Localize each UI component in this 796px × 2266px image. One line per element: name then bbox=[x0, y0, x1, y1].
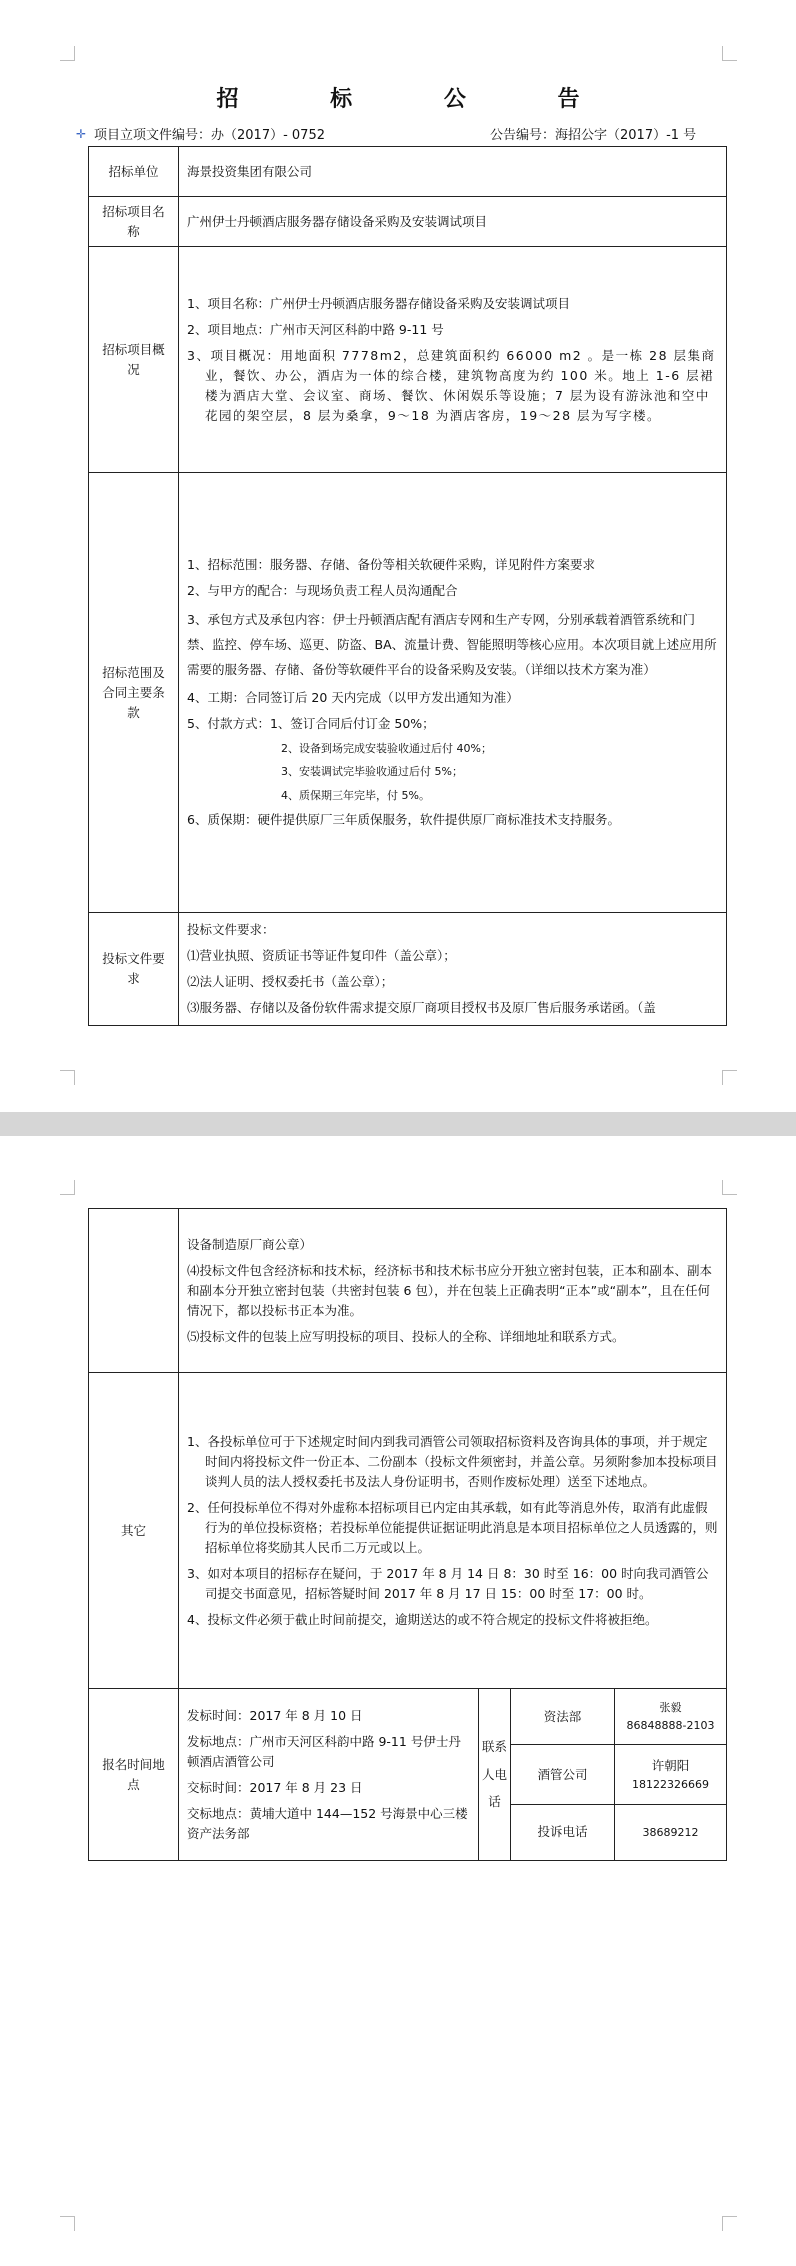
submit-time: 交标时间：2017 年 8 月 23 日 bbox=[187, 1780, 363, 1795]
other-label: 其它 bbox=[89, 1373, 179, 1689]
bid-docs-item: ⑵法人证明、授权委托书（盖公章）； bbox=[187, 974, 394, 989]
page-corner-mark bbox=[722, 46, 737, 61]
bid-docs-item: ⑶服务器、存储以及备份软件需求提交原厂商项目授权书及原厂售后服务承诺函。（盖 bbox=[187, 1000, 656, 1015]
contact-phone: 86848888-2103 bbox=[626, 1718, 715, 1732]
submit-place: 交标地点：黄埔大道中 144—152 号海景中心三楼资产法务部 bbox=[187, 1806, 468, 1841]
warranty-item: 6、质保期：硬件提供原厂三年质保服务，软件提供原厂商标准技术支持服务。 bbox=[187, 812, 620, 828]
other-item: 1、各投标单位可于下述规定时间内到我司酒管公司领取招标资料及咨询具体的事项，并于规定时间内将投标文件一份正本、二份副本（投标文件须密封，并盖公章。另须附参加本投标项目谈判人员的法人授权委托书及法人身份证明书，否则作废标处理）送至下述地点。 bbox=[187, 1433, 718, 1489]
payment-item: 3、安装调试完毕验收通过后付 5%； bbox=[281, 765, 463, 779]
tender-table-part2 bbox=[88, 1208, 727, 1861]
unit-label: 招标单位 bbox=[89, 147, 179, 197]
notice-number: 公告编号：海招公字（2017）-1 号 bbox=[490, 128, 697, 143]
document-title: 招 标 公 告 bbox=[216, 87, 622, 112]
project-name-value: 广州伊士丹顿酒店服务器存储设备采购及安装调试项目 bbox=[179, 197, 727, 247]
bid-docs-continued-label bbox=[89, 1209, 179, 1373]
project-name-label: 招标项目名称 bbox=[89, 197, 179, 247]
other-item: 4、投标文件必须于截止时间前提交，逾期送达的或不符合规定的投标文件将被拒绝。 bbox=[187, 1611, 658, 1627]
bid-docs-item: ⑸投标文件的包装上应写明投标的项目、投标人的全称、详细地址和联系方式。 bbox=[187, 1328, 625, 1344]
scope-cell bbox=[179, 473, 727, 913]
bid-docs-item: ⑷投标文件包含经济标和技术标，经济标书和技术标书应分开独立密封包装，正本和副本、副本和副本分开独立密封包装（共密封包装 6 包），并在包装上正确表明“正本”或“副本”，且在任何情况下，都以投标书正本为准。 bbox=[187, 1262, 713, 1318]
page-corner-mark bbox=[60, 2216, 75, 2231]
page-corner-mark bbox=[60, 1070, 75, 1085]
release-time: 发标时间：2017 年 8 月 10 日 bbox=[187, 1708, 363, 1723]
scope-item: 3、承包方式及承包内容：伊士丹顿酒店配有酒店专网和生产专网，分别承载着酒管系统和门禁、监控、停车场、巡更、防盗、BA、流量计费、智能照明等核心应用。本次项目就上述应用所需要的服务器、存储、备份等软硬件平台的设备采购及安装。（详细以技术方案为准） bbox=[187, 611, 717, 677]
page-corner-mark bbox=[60, 46, 75, 61]
registration-details bbox=[179, 1689, 479, 1861]
document-page-1 bbox=[0, 0, 796, 1112]
other-item: 2、任何投标单位不得对外虚称本招标项目已内定由其承载，如有此等消息外传，取消有此虚假行为的单位投标资格；若投标单位能提供证据证明此消息是本项目招标单位之人员透露的，则招标单位将奖励其人民币二万元或以上。 bbox=[187, 1499, 718, 1555]
scope-item: 1、招标范围：服务器、存储、备份等相关软硬件采购，详见附件方案要求 bbox=[187, 556, 595, 572]
contact-name: 许朝阳 bbox=[651, 1757, 690, 1773]
bid-docs-cell bbox=[179, 913, 727, 1026]
contact-name: 张毅 bbox=[659, 1700, 682, 1714]
bid-docs-item: ⑴营业执照、资质证书等证件复印件（盖公章）； bbox=[187, 948, 456, 963]
registration-label: 报名时间地点 bbox=[89, 1689, 179, 1861]
scope-item: 5、付款方式：1、签订合同后付订金 50%； bbox=[187, 715, 435, 731]
contact-dept: 资法部 bbox=[511, 1689, 615, 1745]
bid-docs-continued-cell bbox=[179, 1209, 727, 1373]
page-corner-mark bbox=[722, 2216, 737, 2231]
scope-item: 2、与甲方的配合：与现场负责工程人员沟通配合 bbox=[187, 582, 458, 598]
overview-label: 招标项目概况 bbox=[89, 247, 179, 473]
bid-docs-label: 投标文件要求 bbox=[89, 913, 179, 1026]
overview-cell bbox=[179, 247, 727, 473]
contact-person-cell bbox=[615, 1805, 727, 1861]
contact-phone: 38689212 bbox=[642, 1825, 699, 1839]
overview-item: 2、项目地点：广州市天河区科韵中路 9-11 号 bbox=[187, 321, 444, 337]
contact-phone: 18122326669 bbox=[632, 1777, 709, 1791]
tender-table-part1 bbox=[88, 146, 727, 1026]
page-corner-mark bbox=[722, 1070, 737, 1085]
contact-person-cell bbox=[615, 1745, 727, 1805]
bid-docs-item: 设备制造原厂商公章） bbox=[187, 1236, 313, 1252]
project-file-number: 项目立项文件编号：办（2017）- 0752 bbox=[94, 128, 325, 143]
page-corner-mark bbox=[60, 1180, 75, 1195]
contact-person-cell bbox=[615, 1689, 727, 1745]
page-corner-mark bbox=[722, 1180, 737, 1195]
bid-docs-item: 投标文件要求： bbox=[187, 922, 275, 937]
other-cell bbox=[179, 1373, 727, 1689]
page-gap bbox=[0, 1112, 796, 1136]
overview-item: 1、项目名称：广州伊士丹顿酒店服务器存储设备采购及安装调试项目 bbox=[187, 295, 570, 311]
release-place: 发标地点：广州市天河区科韵中路 9-11 号伊士丹顿酒店酒管公司 bbox=[187, 1734, 461, 1769]
contact-dept: 投诉电话 bbox=[511, 1805, 615, 1861]
unit-value: 海景投资集团有限公司 bbox=[179, 147, 727, 197]
contact-dept: 酒管公司 bbox=[511, 1745, 615, 1805]
scope-label: 招标范围及合同主要条款 bbox=[89, 473, 179, 913]
contact-label: 联系人电话 bbox=[479, 1689, 511, 1861]
other-item: 3、如对本项目的招标存在疑问，于 2017 年 8 月 14 日 8：30 时至 16：00 时向我司酒管公司提交书面意见，招标答疑时间 2017 年 8 月 17 日 15：00 时至 17：00 时。 bbox=[187, 1565, 709, 1601]
payment-item: 2、设备到场完成安装验收通过后付 40%； bbox=[281, 741, 492, 755]
scope-item: 4、工期：合同签订后 20 天内完成（以甲方发出通知为准） bbox=[187, 689, 519, 705]
payment-item: 4、质保期三年完毕，付 5%。 bbox=[281, 788, 430, 802]
overview-item: 3、项目概况：用地面积 7778m2，总建筑面积约 66000 m2 。是一栋 28 层集商业，餐饮、办公，酒店为一体的综合楼，建筑物高度为约 100 米。地上 1-6 层裙楼为酒店大堂、会议室、商场、餐饮、休闲娱乐等设施；7 层为设有游泳池和空中花园的架空层，8 层为桑拿，9～18 为酒店客房，19～28 层为写字楼。 bbox=[187, 347, 716, 423]
table-move-handle-icon[interactable]: ✛ bbox=[76, 127, 87, 141]
